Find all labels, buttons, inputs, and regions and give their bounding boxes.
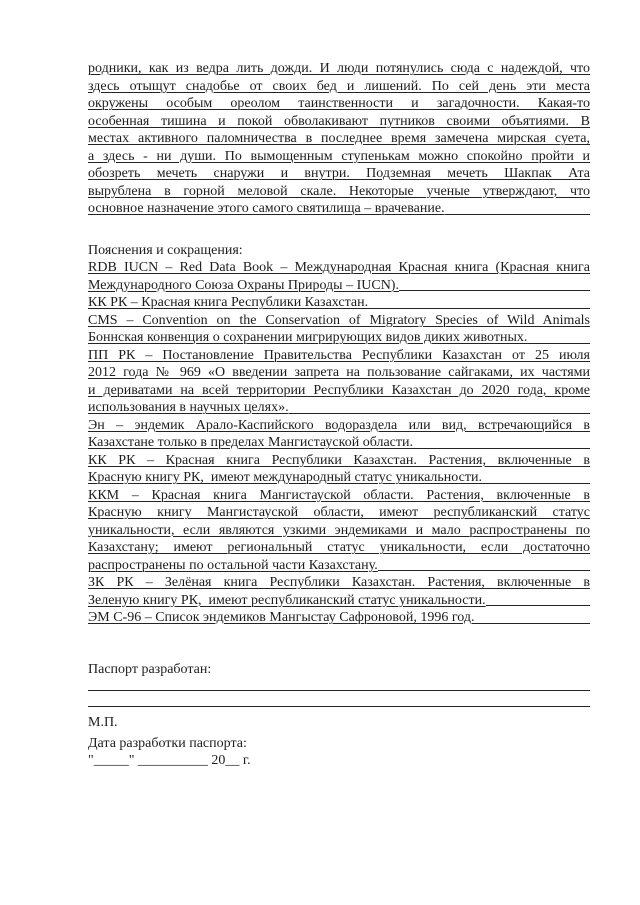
text-line — [88, 277, 590, 295]
text-line — [88, 382, 590, 400]
underlined-text: CMS – Convention on the Conservation of Migratory Species of Wild Animals — [88, 312, 590, 328]
underline-filler — [368, 294, 590, 309]
underlined-text: КК РК – Красная книга Республики Казахстан. — [88, 295, 369, 310]
underlined-text: Международного Союза Охраны Природы – IUCN). — [88, 277, 399, 293]
text-line — [88, 148, 590, 166]
underline-filler — [474, 609, 590, 624]
underline-filler — [482, 469, 590, 484]
text-line — [88, 347, 590, 365]
underline-filler — [378, 557, 590, 572]
underlined-text: окружены особым ореолом таинственности и загадочности. Какая-то — [88, 96, 590, 111]
underlined-text: Казахстане только в пределах Мангистауской области. — [88, 435, 414, 450]
underlined-text: родники, как из ведра лить дожди. И люди потянулись сюда с надеждой, что — [88, 61, 590, 76]
text-line — [88, 294, 590, 312]
text-line — [88, 399, 590, 417]
underline-filler — [527, 329, 590, 344]
underlined-text: Эн – эндемик Арало-Каспийского водораздела или вид, встречающийся в — [88, 417, 590, 433]
underlined-text: ЗК РК – Зелёная книга Республики Казахстан. Растения, включенные в — [88, 575, 590, 590]
text-line — [88, 183, 590, 201]
stamp-abbreviation: М.П. — [88, 715, 118, 730]
text-line — [88, 487, 590, 505]
underline-filler — [399, 277, 590, 292]
date-developed-label: Дата разработки паспорта: — [88, 735, 247, 751]
underlined-text: Красную книгу РК, имеют международный статус уникальности. — [88, 470, 482, 485]
underlined-text: и дериватами на всей территории Республики Казахстан до 2020 года, кроме — [88, 382, 590, 398]
text-line — [88, 60, 590, 78]
text-line — [88, 592, 590, 610]
text-line — [88, 434, 590, 452]
abbreviation-entry — [88, 417, 590, 452]
underlined-text: местах активного паломничества в последнее время замечена мирская суета, — [88, 131, 590, 146]
text-line — [88, 574, 590, 592]
text-line — [88, 165, 590, 183]
abbreviation-entry — [88, 259, 590, 294]
underlined-text: ККМ – Красная книга Мангистауской области. Растения, включенные в — [88, 487, 590, 503]
text-line — [88, 417, 590, 435]
abbreviation-entry — [88, 312, 590, 347]
abbreviation-entry — [88, 609, 590, 627]
underlined-text: ПП РК – Постановление Правительства Республики Казахстан от 25 июля — [88, 347, 590, 363]
text-line — [88, 452, 590, 470]
abbreviation-entry — [88, 294, 590, 312]
underline-filler — [289, 399, 590, 414]
underlined-text: RDB IUCN – Red Data Book – Международная Красная книга (Красная книга — [88, 260, 590, 275]
abbreviation-entry — [88, 574, 590, 609]
underline-filler — [413, 434, 590, 449]
underlined-text: Боннская конвенция о сохранении мигрирующих видов диких животных. — [88, 330, 528, 345]
underlined-text: использования в научных целях». — [88, 400, 289, 415]
text-line — [88, 522, 590, 540]
underline-filler — [445, 200, 590, 215]
intro-paragraph — [88, 60, 590, 218]
text-line — [88, 312, 590, 330]
abbreviation-entry — [88, 452, 590, 487]
underlined-text: КК РК – Красная книга Республики Казахстан. Растения, включенные в — [88, 452, 590, 468]
abbreviations-list — [88, 259, 590, 627]
text-line — [88, 469, 590, 487]
underlined-text: основное назначение этого самого святилища – врачевание. — [88, 201, 445, 216]
underlined-text: обозреть мечеть снаружи и внутри. Подземная мечеть Шакпак Ата — [88, 166, 590, 181]
text-line — [88, 609, 590, 627]
signature-line — [88, 691, 590, 707]
text-line — [88, 539, 590, 557]
text-line — [88, 95, 590, 113]
signature-lines — [88, 678, 590, 707]
underlined-text: уникальности, если являются узкими эндемиками и мало распространены по — [88, 522, 590, 538]
underlined-text: 2012 года № 969 «О введении запрета на пользование сайгаками, их частями — [88, 365, 590, 380]
text-line — [88, 259, 590, 277]
underlined-text: ЭМ С-96 – Список эндемиков Мангыстау Сафроновой, 1996 год. — [88, 610, 475, 625]
signature-line — [88, 678, 590, 691]
underlined-text: Красную книгу Мангистауской области, имеют республиканский статус — [88, 505, 590, 520]
text-line — [88, 329, 590, 347]
text-line — [88, 504, 590, 522]
text-line — [88, 130, 590, 148]
text-line — [88, 200, 590, 218]
underlined-text: распространены по остальной части Казахстану. — [88, 557, 378, 573]
footer-section — [88, 661, 590, 770]
underlined-text: а здесь - ни души. По вымощенным ступенькам можно спокойно пройти и — [88, 148, 590, 164]
underlined-text: вырублена в горной меловой скале. Некоторые ученые утверждают, что — [88, 183, 590, 199]
underline-filler — [486, 592, 590, 607]
passport-developed-label: Паспорт разработан: — [88, 661, 212, 677]
underlined-text: Зеленую книгу РК, имеют республиканский статус уникальности. — [88, 592, 486, 608]
text-line — [88, 113, 590, 131]
underlined-text: Казахстану; имеют региональный статус уникальности, если достаточно — [88, 540, 590, 555]
underlined-text: особенная тишина и покой обволакивают путников своими объятиями. В — [88, 113, 590, 129]
abbreviations-heading: Пояснения и сокращения: — [88, 242, 243, 258]
text-line — [88, 557, 590, 575]
text-line — [88, 78, 590, 96]
underlined-text: здесь отыщут снадобье от своих бед и лишений. По сей день эти места — [88, 78, 590, 94]
abbreviation-entry — [88, 487, 590, 575]
date-blank-line: "_____" __________ 20__ г. — [88, 753, 251, 768]
abbreviation-entry — [88, 347, 590, 417]
text-line — [88, 364, 590, 382]
